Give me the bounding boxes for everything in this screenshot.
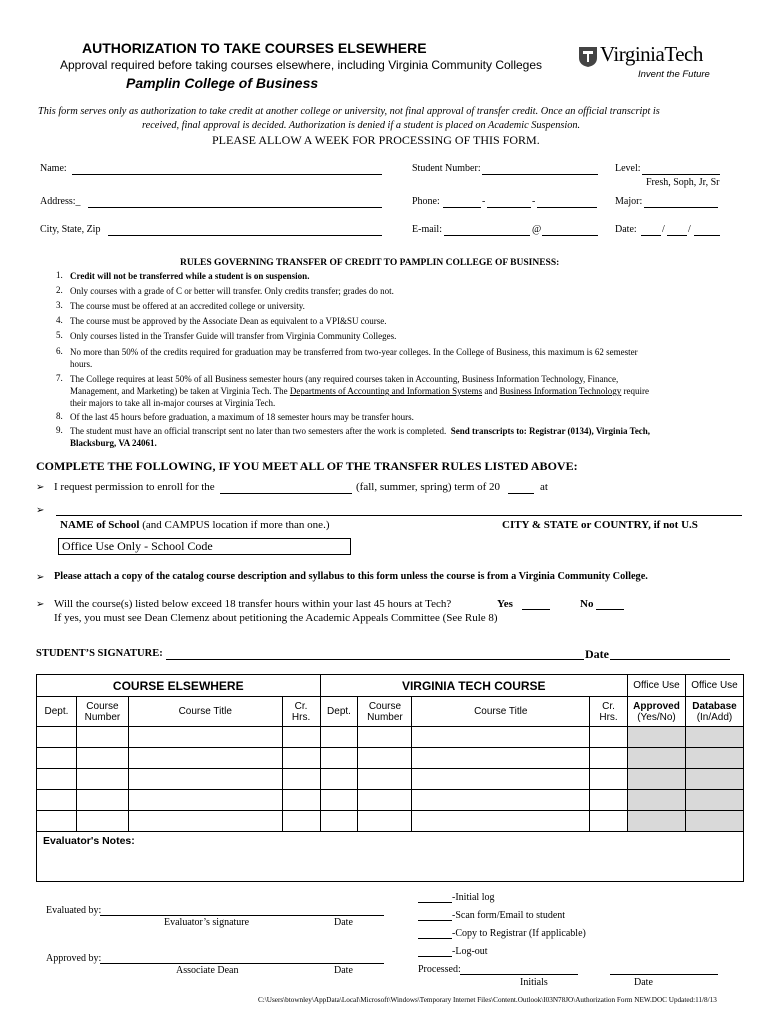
office-use-cell[interactable] bbox=[685, 769, 743, 790]
complete-heading: COMPLETE THE FOLLOWING, IF YOU MEET ALL OF THE TRANSFER RULES LISTED ABOVE: bbox=[36, 459, 578, 473]
address-field[interactable] bbox=[88, 207, 382, 208]
logout-field[interactable] bbox=[418, 956, 452, 957]
form-title: AUTHORIZATION TO TAKE COURSES ELSEWHERE bbox=[82, 40, 427, 56]
course-cell[interactable] bbox=[358, 727, 412, 748]
course-cell[interactable] bbox=[282, 790, 320, 811]
course-cell[interactable] bbox=[320, 811, 358, 832]
city-field[interactable] bbox=[108, 235, 382, 236]
office-use-cell[interactable] bbox=[628, 727, 686, 748]
course-cell[interactable] bbox=[37, 727, 77, 748]
rule-line: Of the last 45 hours before graduation, a maximum of 18 semester hours may be transfer hours. bbox=[70, 412, 414, 422]
course-cell[interactable] bbox=[412, 748, 590, 769]
course-cell[interactable] bbox=[76, 727, 128, 748]
approved-by-field[interactable] bbox=[100, 963, 384, 964]
course-cell[interactable] bbox=[358, 790, 412, 811]
rule-text bbox=[70, 373, 730, 409]
signature-label: STUDENT’S SIGNATURE: bbox=[36, 648, 163, 659]
office-use-header-1: Office Use bbox=[628, 675, 686, 697]
at-text: at bbox=[540, 481, 548, 493]
approved-line-1: Approved bbox=[633, 700, 680, 712]
course-cell[interactable] bbox=[590, 727, 628, 748]
rule-number: 1. bbox=[56, 270, 63, 280]
intro-line-1: This form serves only as authorization to take credit at another college or university, not final approval of transfer credit. Once an official transcript is bbox=[38, 106, 660, 117]
course-cell[interactable] bbox=[358, 811, 412, 832]
date-month-field[interactable] bbox=[641, 235, 661, 236]
approved-date-caption: Date bbox=[334, 965, 353, 976]
col-cr-hrs-1 bbox=[282, 697, 320, 727]
course-cell[interactable] bbox=[590, 748, 628, 769]
course-table bbox=[36, 674, 744, 882]
course-number-line-1: Course bbox=[368, 700, 402, 712]
yes-label: Yes bbox=[497, 598, 513, 610]
school-label-bold: NAME of School bbox=[60, 519, 140, 531]
date-day-field[interactable] bbox=[667, 235, 687, 236]
signature-field[interactable] bbox=[166, 659, 584, 660]
cr-hrs-line-1: Cr. bbox=[294, 700, 308, 712]
rule-number: 5. bbox=[56, 330, 63, 340]
name-field[interactable] bbox=[72, 174, 382, 175]
course-elsewhere-header: COURSE ELSEWHERE bbox=[37, 675, 321, 697]
initials-caption: Initials bbox=[520, 977, 548, 988]
rule-line: The College requires at least 50% of all Business semester hours (any required courses taken in Accounting, Business Information Technology, Finance, bbox=[70, 374, 619, 384]
signature-date-label: Date bbox=[585, 647, 609, 661]
rule-number: 9. bbox=[56, 425, 63, 435]
major-label: Major: bbox=[615, 196, 643, 207]
logo-tagline: Invent the Future bbox=[638, 69, 710, 80]
term-year-field[interactable] bbox=[508, 493, 534, 494]
course-cell[interactable] bbox=[590, 769, 628, 790]
level-field[interactable] bbox=[642, 174, 720, 175]
office-use-cell[interactable] bbox=[628, 790, 686, 811]
rule-number: 6. bbox=[56, 346, 63, 356]
rule-text bbox=[70, 270, 730, 282]
rule-text bbox=[70, 411, 730, 423]
logo-wordmark: VirginiaTech bbox=[600, 42, 703, 66]
intro-line-2: received, final approval is decided. Authorization is denied if a student is placed on Academic Suspension. bbox=[142, 120, 581, 131]
office-use-cell[interactable] bbox=[628, 811, 686, 832]
col-dept-1: Dept. bbox=[37, 697, 77, 727]
rule-line: Only courses with a grade of C or better will transfer. Only credits transfer; grades do not. bbox=[70, 286, 394, 296]
phone-dash-2: - bbox=[532, 196, 536, 207]
form-subtitle: Approval required before taking courses elsewhere, including Virginia Community Colleges bbox=[60, 58, 543, 72]
exceed-question: Will the course(s) listed below exceed 18 transfer hours within your last 45 hours at Tech? bbox=[54, 598, 452, 610]
rule-text bbox=[70, 315, 730, 327]
rule-continuation: their majors to take all in-major courses at Virginia Tech. bbox=[70, 398, 276, 408]
course-cell[interactable] bbox=[76, 811, 128, 832]
course-cell[interactable] bbox=[412, 790, 590, 811]
rule-line: The course must be approved by the Associate Dean as equivalent to a VPI&SU course. bbox=[70, 316, 387, 326]
signature-date-field[interactable] bbox=[610, 659, 730, 660]
rule-number: 3. bbox=[56, 300, 63, 310]
phone-prefix-field[interactable] bbox=[487, 207, 531, 208]
no-label: No bbox=[580, 598, 594, 610]
logout-label: -Log-out bbox=[452, 946, 488, 957]
course-cell[interactable] bbox=[128, 811, 282, 832]
course-cell[interactable] bbox=[76, 790, 128, 811]
rule-text bbox=[70, 300, 730, 312]
col-course-title-1: Course Title bbox=[128, 697, 282, 727]
course-cell[interactable] bbox=[412, 727, 590, 748]
course-cell[interactable] bbox=[282, 748, 320, 769]
school-label bbox=[60, 519, 329, 531]
course-row bbox=[37, 811, 744, 832]
col-dept-2: Dept. bbox=[320, 697, 358, 727]
email-at: @ bbox=[532, 224, 542, 235]
file-path-footer: C:\Users\btownley\AppData\Local\Microsoft\Windows\Temporary Internet Files\Content.Outlook\I03N78JO\Authorization Form NEW.DOC Updated:11/8/13 bbox=[258, 996, 717, 1004]
date-slash-1: / bbox=[662, 224, 665, 235]
yes-field[interactable] bbox=[522, 609, 550, 610]
office-use-school-code: Office Use Only - School Code bbox=[58, 538, 351, 555]
major-field[interactable] bbox=[644, 207, 718, 208]
level-options: Fresh, Soph, Jr, Sr bbox=[646, 177, 720, 188]
school-field[interactable] bbox=[56, 515, 742, 516]
student-number-field[interactable] bbox=[482, 174, 598, 175]
hokie-shield-icon bbox=[578, 46, 598, 68]
evaluated-by-label: Evaluated by: bbox=[46, 905, 102, 916]
rule-line bbox=[70, 425, 730, 437]
name-label: Name: bbox=[40, 163, 67, 174]
course-cell[interactable] bbox=[590, 790, 628, 811]
course-row bbox=[37, 748, 744, 769]
term-text: (fall, summer, spring) term of 20 bbox=[356, 481, 501, 493]
rule-line: The course must be offered at an accredited college or university. bbox=[70, 301, 305, 311]
email-user-field[interactable] bbox=[444, 235, 530, 236]
course-cell[interactable] bbox=[37, 769, 77, 790]
rule-fragment: Management, and Marketing) be taken at Virginia Tech. The bbox=[70, 386, 290, 396]
arrow-bullet-icon: ➢ bbox=[36, 505, 45, 516]
student-number-label: Student Number: bbox=[412, 163, 481, 174]
processed-label: Processed: bbox=[418, 964, 461, 975]
rule-line: No more than 50% of the credits required for graduation may be transferred from two-year colleges. In the College of Business, this maximum is 62 semester bbox=[70, 347, 638, 357]
arrow-bullet-icon: ➢ bbox=[36, 572, 45, 583]
rules-heading: RULES GOVERNING TRANSFER OF CREDIT TO PAMPLIN COLLEGE OF BUSINESS: bbox=[180, 258, 560, 268]
virginia-tech-logo bbox=[578, 44, 728, 84]
evaluators-notes[interactable] bbox=[37, 832, 744, 882]
course-cell[interactable] bbox=[320, 790, 358, 811]
course-cell[interactable] bbox=[320, 748, 358, 769]
phone-area-field[interactable] bbox=[443, 207, 481, 208]
office-use-cell[interactable] bbox=[628, 769, 686, 790]
evaluators-notes-label: Evaluator's Notes: bbox=[43, 835, 135, 847]
course-cell[interactable] bbox=[412, 811, 590, 832]
course-cell[interactable] bbox=[282, 811, 320, 832]
rule-continuation: hours. bbox=[70, 359, 93, 369]
database-line-1: Database bbox=[692, 700, 737, 712]
school-label-rest: (and CAMPUS location if more than one.) bbox=[139, 519, 330, 531]
rule-fragment: The student must have an official transcript sent no later than two semesters after the work is completed. bbox=[70, 426, 451, 436]
vt-course-header: VIRGINIA TECH COURSE bbox=[320, 675, 627, 697]
email-domain-field[interactable] bbox=[542, 235, 598, 236]
office-use-cell[interactable] bbox=[685, 727, 743, 748]
course-cell[interactable] bbox=[282, 769, 320, 790]
date-year-field[interactable] bbox=[694, 235, 720, 236]
initial-log-label: -Initial log bbox=[452, 892, 495, 903]
rule-continuation: Blacksburg, VA 24061. bbox=[70, 438, 157, 448]
phone-dash-1: - bbox=[482, 196, 486, 207]
office-use-header-2: Office Use bbox=[685, 675, 743, 697]
course-cell[interactable] bbox=[358, 748, 412, 769]
rule-link: Business Information Technology bbox=[499, 386, 622, 396]
phone-line-field[interactable] bbox=[537, 207, 597, 208]
course-number-line-2: Number bbox=[84, 711, 121, 723]
course-cell[interactable] bbox=[128, 790, 282, 811]
course-cell[interactable] bbox=[76, 769, 128, 790]
rule-fragment: and bbox=[482, 386, 500, 396]
scan-label: -Scan form/Email to student bbox=[452, 910, 566, 921]
rule-line: Only courses listed in the Transfer Guide will transfer from Virginia Community Colleges. bbox=[70, 331, 397, 341]
office-use-cell[interactable] bbox=[685, 790, 743, 811]
evaluated-by-field[interactable] bbox=[100, 915, 384, 916]
course-rows bbox=[37, 727, 744, 832]
office-use-cell[interactable] bbox=[628, 748, 686, 769]
evaluated-date-caption: Date bbox=[334, 917, 353, 928]
course-cell[interactable] bbox=[128, 748, 282, 769]
col-approved bbox=[628, 697, 686, 727]
course-number-line-2: Number bbox=[367, 711, 403, 723]
col-course-number-2 bbox=[358, 697, 412, 727]
rule-number: 7. bbox=[56, 373, 63, 383]
processed-date-caption: Date bbox=[634, 977, 653, 988]
course-cell[interactable] bbox=[37, 790, 77, 811]
course-cell[interactable] bbox=[37, 748, 77, 769]
course-cell[interactable] bbox=[128, 727, 282, 748]
course-row bbox=[37, 790, 744, 811]
course-cell[interactable] bbox=[76, 748, 128, 769]
rule-text bbox=[70, 425, 730, 449]
office-use-cell[interactable] bbox=[685, 748, 743, 769]
address-label: Address:_ bbox=[40, 196, 81, 207]
city-country-label: CITY & STATE or COUNTRY, if not U.S bbox=[502, 519, 698, 531]
rule-text bbox=[70, 285, 730, 297]
course-cell[interactable] bbox=[590, 811, 628, 832]
level-label: Level: bbox=[615, 163, 641, 174]
course-row bbox=[37, 769, 744, 790]
approved-line-2: (Yes/No) bbox=[637, 711, 676, 723]
copy-registrar-label: -Copy to Registrar (If applicable) bbox=[452, 928, 586, 939]
rule-text bbox=[70, 330, 730, 342]
processing-notice: PLEASE ALLOW A WEEK FOR PROCESSING OF THIS FORM. bbox=[212, 133, 540, 147]
processed-date-field[interactable] bbox=[610, 974, 718, 975]
course-row bbox=[37, 727, 744, 748]
course-field[interactable] bbox=[220, 493, 352, 494]
col-course-number-1 bbox=[76, 697, 128, 727]
rule-number: 4. bbox=[56, 315, 63, 325]
no-field[interactable] bbox=[596, 609, 624, 610]
rule-fragment: require bbox=[621, 386, 650, 396]
rule-line bbox=[70, 385, 730, 397]
col-database bbox=[685, 697, 743, 727]
attach-instruction: Please attach a copy of the catalog course description and syllabus to this form unless the course is from a Virginia Community College. bbox=[54, 571, 648, 582]
scan-field[interactable] bbox=[418, 920, 452, 921]
rule-link: Departments of Accounting and Information Systems bbox=[289, 386, 483, 396]
evaluator-signature-caption: Evaluator’s signature bbox=[164, 917, 250, 928]
rule-text bbox=[70, 346, 730, 370]
course-cell[interactable] bbox=[320, 727, 358, 748]
office-use-cell[interactable] bbox=[685, 811, 743, 832]
cr-hrs-line-1: Cr. bbox=[602, 700, 615, 712]
col-cr-hrs-2 bbox=[590, 697, 628, 727]
initial-log-field[interactable] bbox=[418, 902, 452, 903]
copy-registrar-field[interactable] bbox=[418, 938, 452, 939]
email-label: E-mail: bbox=[412, 224, 442, 235]
course-cell[interactable] bbox=[37, 811, 77, 832]
associate-dean-caption: Associate Dean bbox=[176, 965, 239, 976]
course-cell[interactable] bbox=[412, 769, 590, 790]
database-line-2: (In/Add) bbox=[696, 711, 733, 723]
phone-label: Phone: bbox=[412, 196, 440, 207]
course-cell[interactable] bbox=[128, 769, 282, 790]
arrow-bullet-icon: ➢ bbox=[36, 482, 45, 493]
rule-fragment: Send transcripts to: Registrar (0134), Virginia Tech, bbox=[450, 426, 651, 436]
processed-initials-field[interactable] bbox=[460, 974, 578, 975]
city-label: City, State, Zip bbox=[40, 224, 101, 235]
arrow-bullet-icon: ➢ bbox=[36, 599, 45, 610]
rule-line: Credit will not be transferred while a student is on suspension. bbox=[70, 271, 310, 281]
col-course-title-2: Course Title bbox=[412, 697, 590, 727]
course-cell[interactable] bbox=[320, 769, 358, 790]
cr-hrs-line-2: Hrs. bbox=[599, 711, 618, 723]
date-label: Date: bbox=[615, 224, 637, 235]
course-number-line-1: Course bbox=[86, 700, 119, 712]
rule-number: 8. bbox=[56, 411, 63, 421]
rule-number: 2. bbox=[56, 285, 63, 295]
approved-by-label: Approved by: bbox=[46, 953, 102, 964]
college-name: Pamplin College of Business bbox=[126, 75, 319, 91]
request-text: I request permission to enroll for the bbox=[54, 481, 215, 493]
course-cell[interactable] bbox=[282, 727, 320, 748]
course-cell[interactable] bbox=[358, 769, 412, 790]
cr-hrs-line-2: Hrs. bbox=[291, 711, 311, 723]
exceed-note: If yes, you must see Dean Clemenz about petitioning the Academic Appeals Committee (See Rule 8) bbox=[54, 612, 498, 624]
date-slash-2: / bbox=[688, 224, 691, 235]
